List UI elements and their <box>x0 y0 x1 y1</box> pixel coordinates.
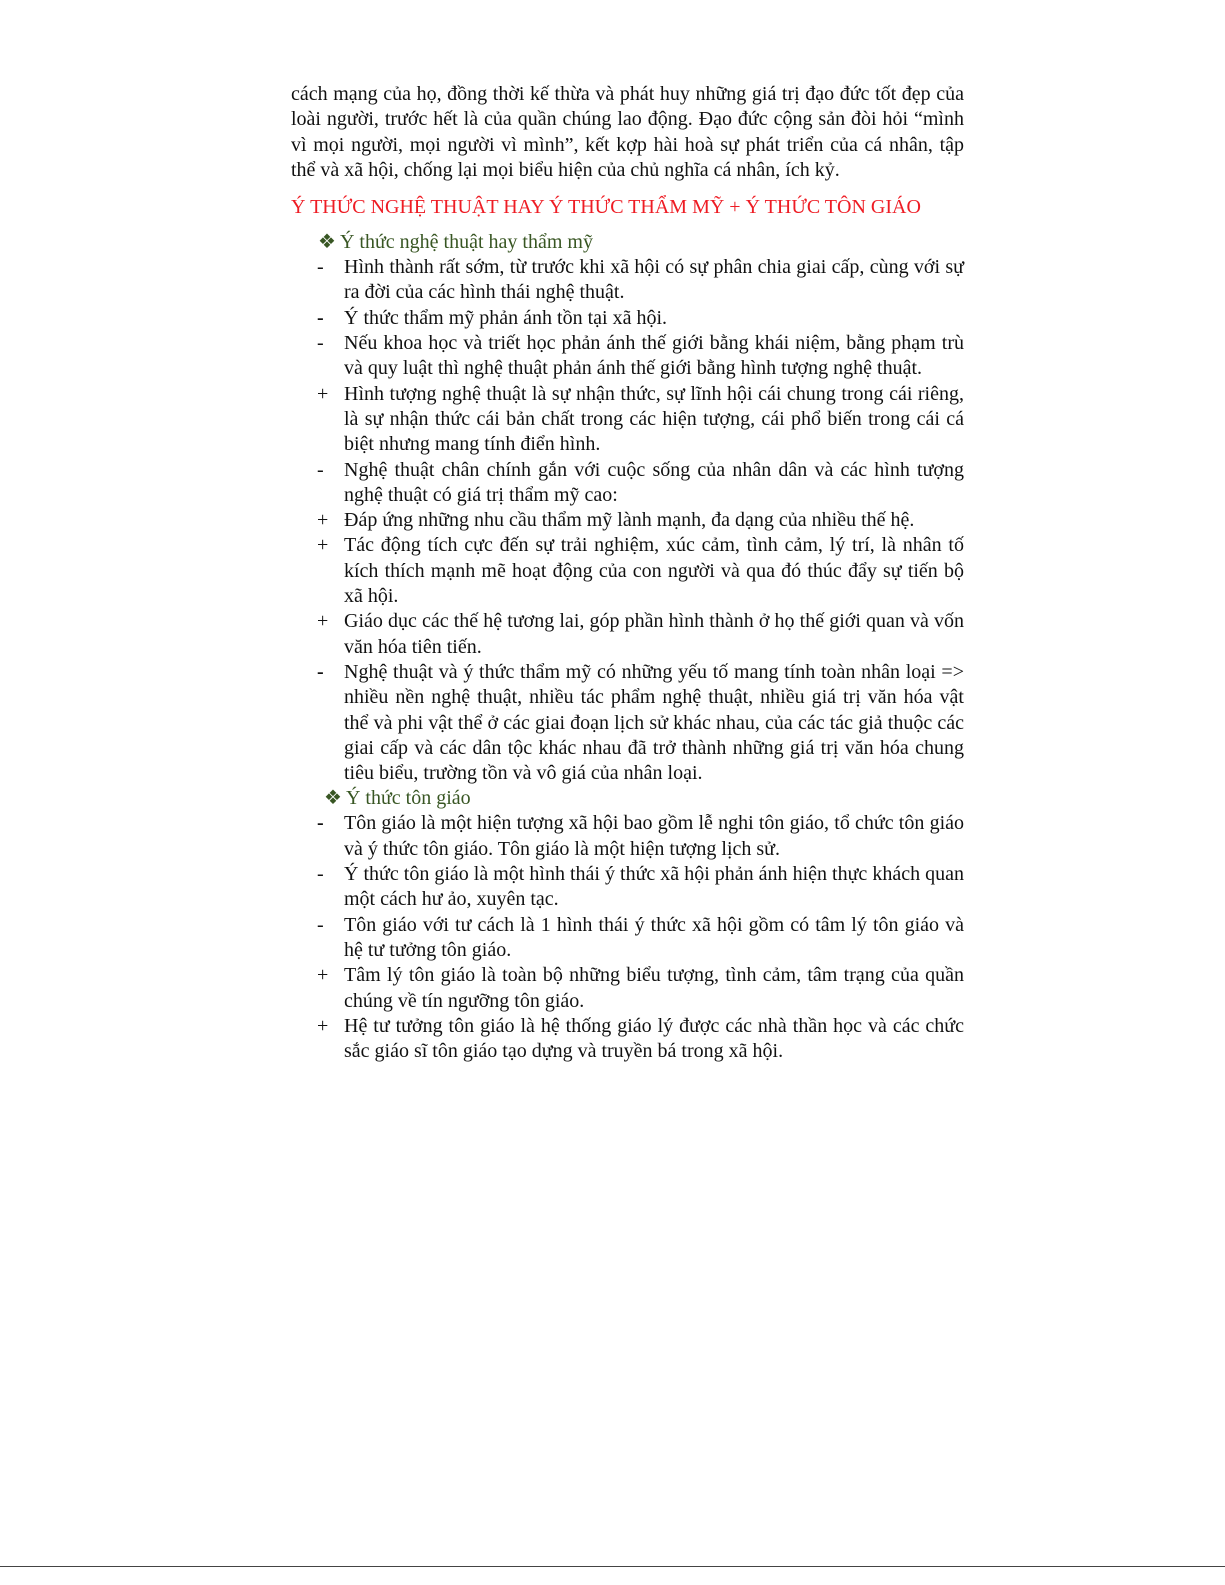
list-item <box>291 508 964 533</box>
dash-marker: - <box>317 913 324 936</box>
list-item-text: Hệ tư tưởng tôn giáo là hệ thống giáo lý được các nhà thần học và các chức sắc giáo sĩ tôn giáo tạo dựng và truyền bá trong xã hội. <box>344 1014 964 1063</box>
list-item <box>291 660 964 786</box>
subheading-religion-title: Ý thức tôn giáo <box>345 787 471 810</box>
dash-marker: - <box>317 458 324 481</box>
plus-marker: + <box>317 382 329 405</box>
page-bottom-border <box>0 1566 1225 1567</box>
list-item-text: Tôn giáo là một hiện tượng xã hội bao gồm lễ nghi tôn giáo, tổ chức tôn giáo và ý thức tôn giáo. Tôn giáo là một hiện tượng lịch sử. <box>344 812 964 860</box>
subheading-art <box>291 230 964 255</box>
document-page <box>291 82 964 1064</box>
list-item <box>291 913 964 964</box>
dash-marker: - <box>317 812 324 835</box>
subheading-religion <box>291 786 964 811</box>
diamond-bullet-icon: ❖ <box>318 231 336 254</box>
list-item-text: Nghệ thuật và ý thức thẩm mỹ có những yếu tố mang tính toàn nhân loại => nhiều nền nghệ thuật, nhiều tác phẩm nghệ thuật, nhiều giá trị văn hóa vật thể và phi vật thể ở các giai đoạn lịch sử khác nhau, của các tác giả thuộc các giai cấp và các dân tộc khác nhau đã trở thành những giá trị văn hóa chung tiêu biểu, trường tồn và vô giá của nhân loại. <box>344 660 964 785</box>
intro-paragraph: cách mạng của họ, đồng thời kế thừa và phát huy những giá trị đạo đức tốt đẹp của loài người, trước hết là của quần chúng lao động. Đạo đức cộng sản đòi hỏi “mình vì mọi người, mọi người vì mình”, kết kợp hài hoà sự phát triển của cá nhân, tập thể và xã hội, chống lại mọi biểu hiện của chủ nghĩa cá nhân, ích kỷ. <box>291 83 964 181</box>
plus-marker: + <box>317 534 329 557</box>
list-item-text: Tâm lý tôn giáo là toàn bộ những biểu tượng, tình cảm, tâm trạng của quần chúng về tín ngưỡng tôn giáo. <box>344 964 964 1012</box>
list-item <box>291 382 964 458</box>
list-item <box>291 963 964 1014</box>
list-item <box>291 609 964 660</box>
list-item <box>291 533 964 609</box>
list-item <box>291 862 964 913</box>
list-item <box>291 306 964 331</box>
dash-marker: - <box>317 332 324 355</box>
dash-marker: - <box>317 660 324 683</box>
list-item <box>291 458 964 509</box>
list-item-text: Ý thức tôn giáo là một hình thái ý thức xã hội phản ánh hiện thực khách quan một cách hư ảo, xuyên tạc. <box>344 863 964 911</box>
list-item <box>291 811 964 862</box>
subheading-art-title: Ý thức nghệ thuật hay thẩm mỹ <box>339 231 593 254</box>
plus-marker: + <box>317 509 329 532</box>
list-item-text: Đáp ứng những nhu cầu thẩm mỹ lành mạnh, đa dạng của nhiều thế hệ. <box>344 509 915 532</box>
list-item-text: Hình tượng nghệ thuật là sự nhận thức, sự lĩnh hội cái chung trong cái riêng, là sự nhận thức cái bản chất trong các hiện tượng, cái phổ biến trong cái cá biệt nhưng mang tính điển hình. <box>344 382 964 456</box>
list-item-text: Ý thức thẩm mỹ phản ánh tồn tại xã hội. <box>344 306 667 329</box>
list-item-text: Nếu khoa học và triết học phản ánh thế giới bằng khái niệm, bằng phạm trù và quy luật thì nghệ thuật phản ánh thế giới bằng hình tượng nghệ thuật. <box>344 332 964 380</box>
dash-marker: - <box>317 256 324 279</box>
list-item-text: Tôn giáo với tư cách là 1 hình thái ý thức xã hội gồm có tâm lý tôn giáo và hệ tư tưởng tôn giáo. <box>344 913 964 961</box>
section-heading: Ý THỨC NGHỆ THUẬT HAY Ý THỨC THẨM MỸ + Ý THỨC TÔN GIÁO <box>291 196 921 219</box>
diamond-bullet-icon: ❖ <box>324 787 342 810</box>
list-item <box>291 1014 964 1065</box>
dash-marker: - <box>317 306 324 329</box>
plus-marker: + <box>317 964 329 987</box>
dash-marker: - <box>317 863 324 886</box>
plus-marker: + <box>317 1014 329 1037</box>
plus-marker: + <box>317 610 329 633</box>
list-item <box>291 331 964 382</box>
list-item-text: Hình thành rất sớm, từ trước khi xã hội có sự phân chia giai cấp, cùng với sự ra đời của các hình thái nghệ thuật. <box>344 256 964 304</box>
list-item-text: Nghệ thuật chân chính gắn với cuộc sống của nhân dân và các hình tượng nghệ thuật có giá trị thẩm mỹ cao: <box>344 458 964 506</box>
list-item-text: Giáo dục các thế hệ tương lai, góp phần hình thành ở họ thế giới quan và vốn văn hóa tiên tiến. <box>344 610 964 658</box>
list-item-text: Tác động tích cực đến sự trải nghiệm, xúc cảm, tình cảm, lý trí, là nhân tố kích thích mạnh mẽ hoạt động của con người và qua đó thúc đẩy sự tiến bộ xã hội. <box>344 534 964 608</box>
list-item <box>291 255 964 306</box>
